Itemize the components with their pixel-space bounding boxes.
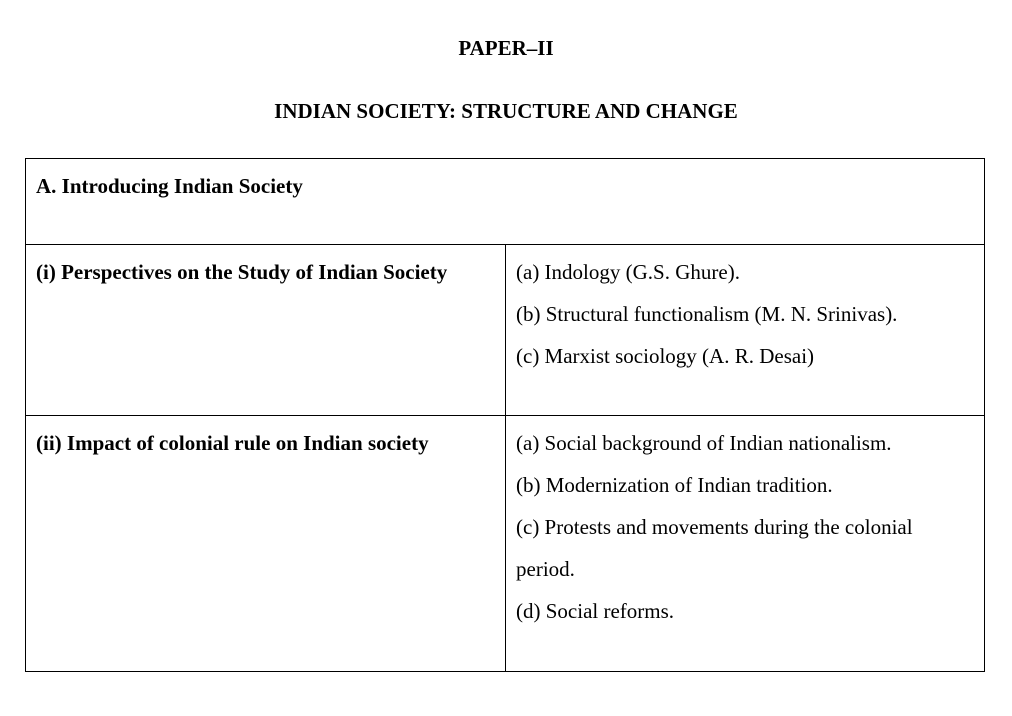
section-heading: A. Introducing Indian Society [36,174,303,198]
subtopic-list [516,251,974,377]
topic-cell [26,245,506,416]
table-row [26,416,985,672]
paper-subtitle: INDIAN SOCIETY: STRUCTURE AND CHANGE [274,99,738,123]
subtopic-item: (b) Modernization of Indian tradition. [516,473,833,497]
paper-title: PAPER–II [458,36,554,60]
subtopic-item: (a) Social background of Indian nationalism. [516,431,892,455]
subtopic-item: (c) Protests and movements during the colonial period. [516,515,913,581]
subtopics-cell [506,416,985,672]
subtopic-item: (a) Indology (G.S. Ghure). [516,260,740,284]
subtopic-item: (c) Marxist sociology (A. R. Desai) [516,344,815,368]
topic-title: (ii) Impact of colonial rule on Indian society [36,431,429,455]
subtopic-item: (d) Social reforms. [516,599,675,623]
subtopic-list [516,422,974,632]
syllabus-table [25,158,985,672]
subtopic-item: (b) Structural functionalism (M. N. Srinivas). [516,302,898,326]
subtopics-cell [506,245,985,416]
section-heading-cell [26,159,985,245]
topic-cell [26,416,506,672]
topic-title: (i) Perspectives on the Study of Indian Society [36,260,448,284]
table-row [26,245,985,416]
section-heading-row [26,159,985,245]
